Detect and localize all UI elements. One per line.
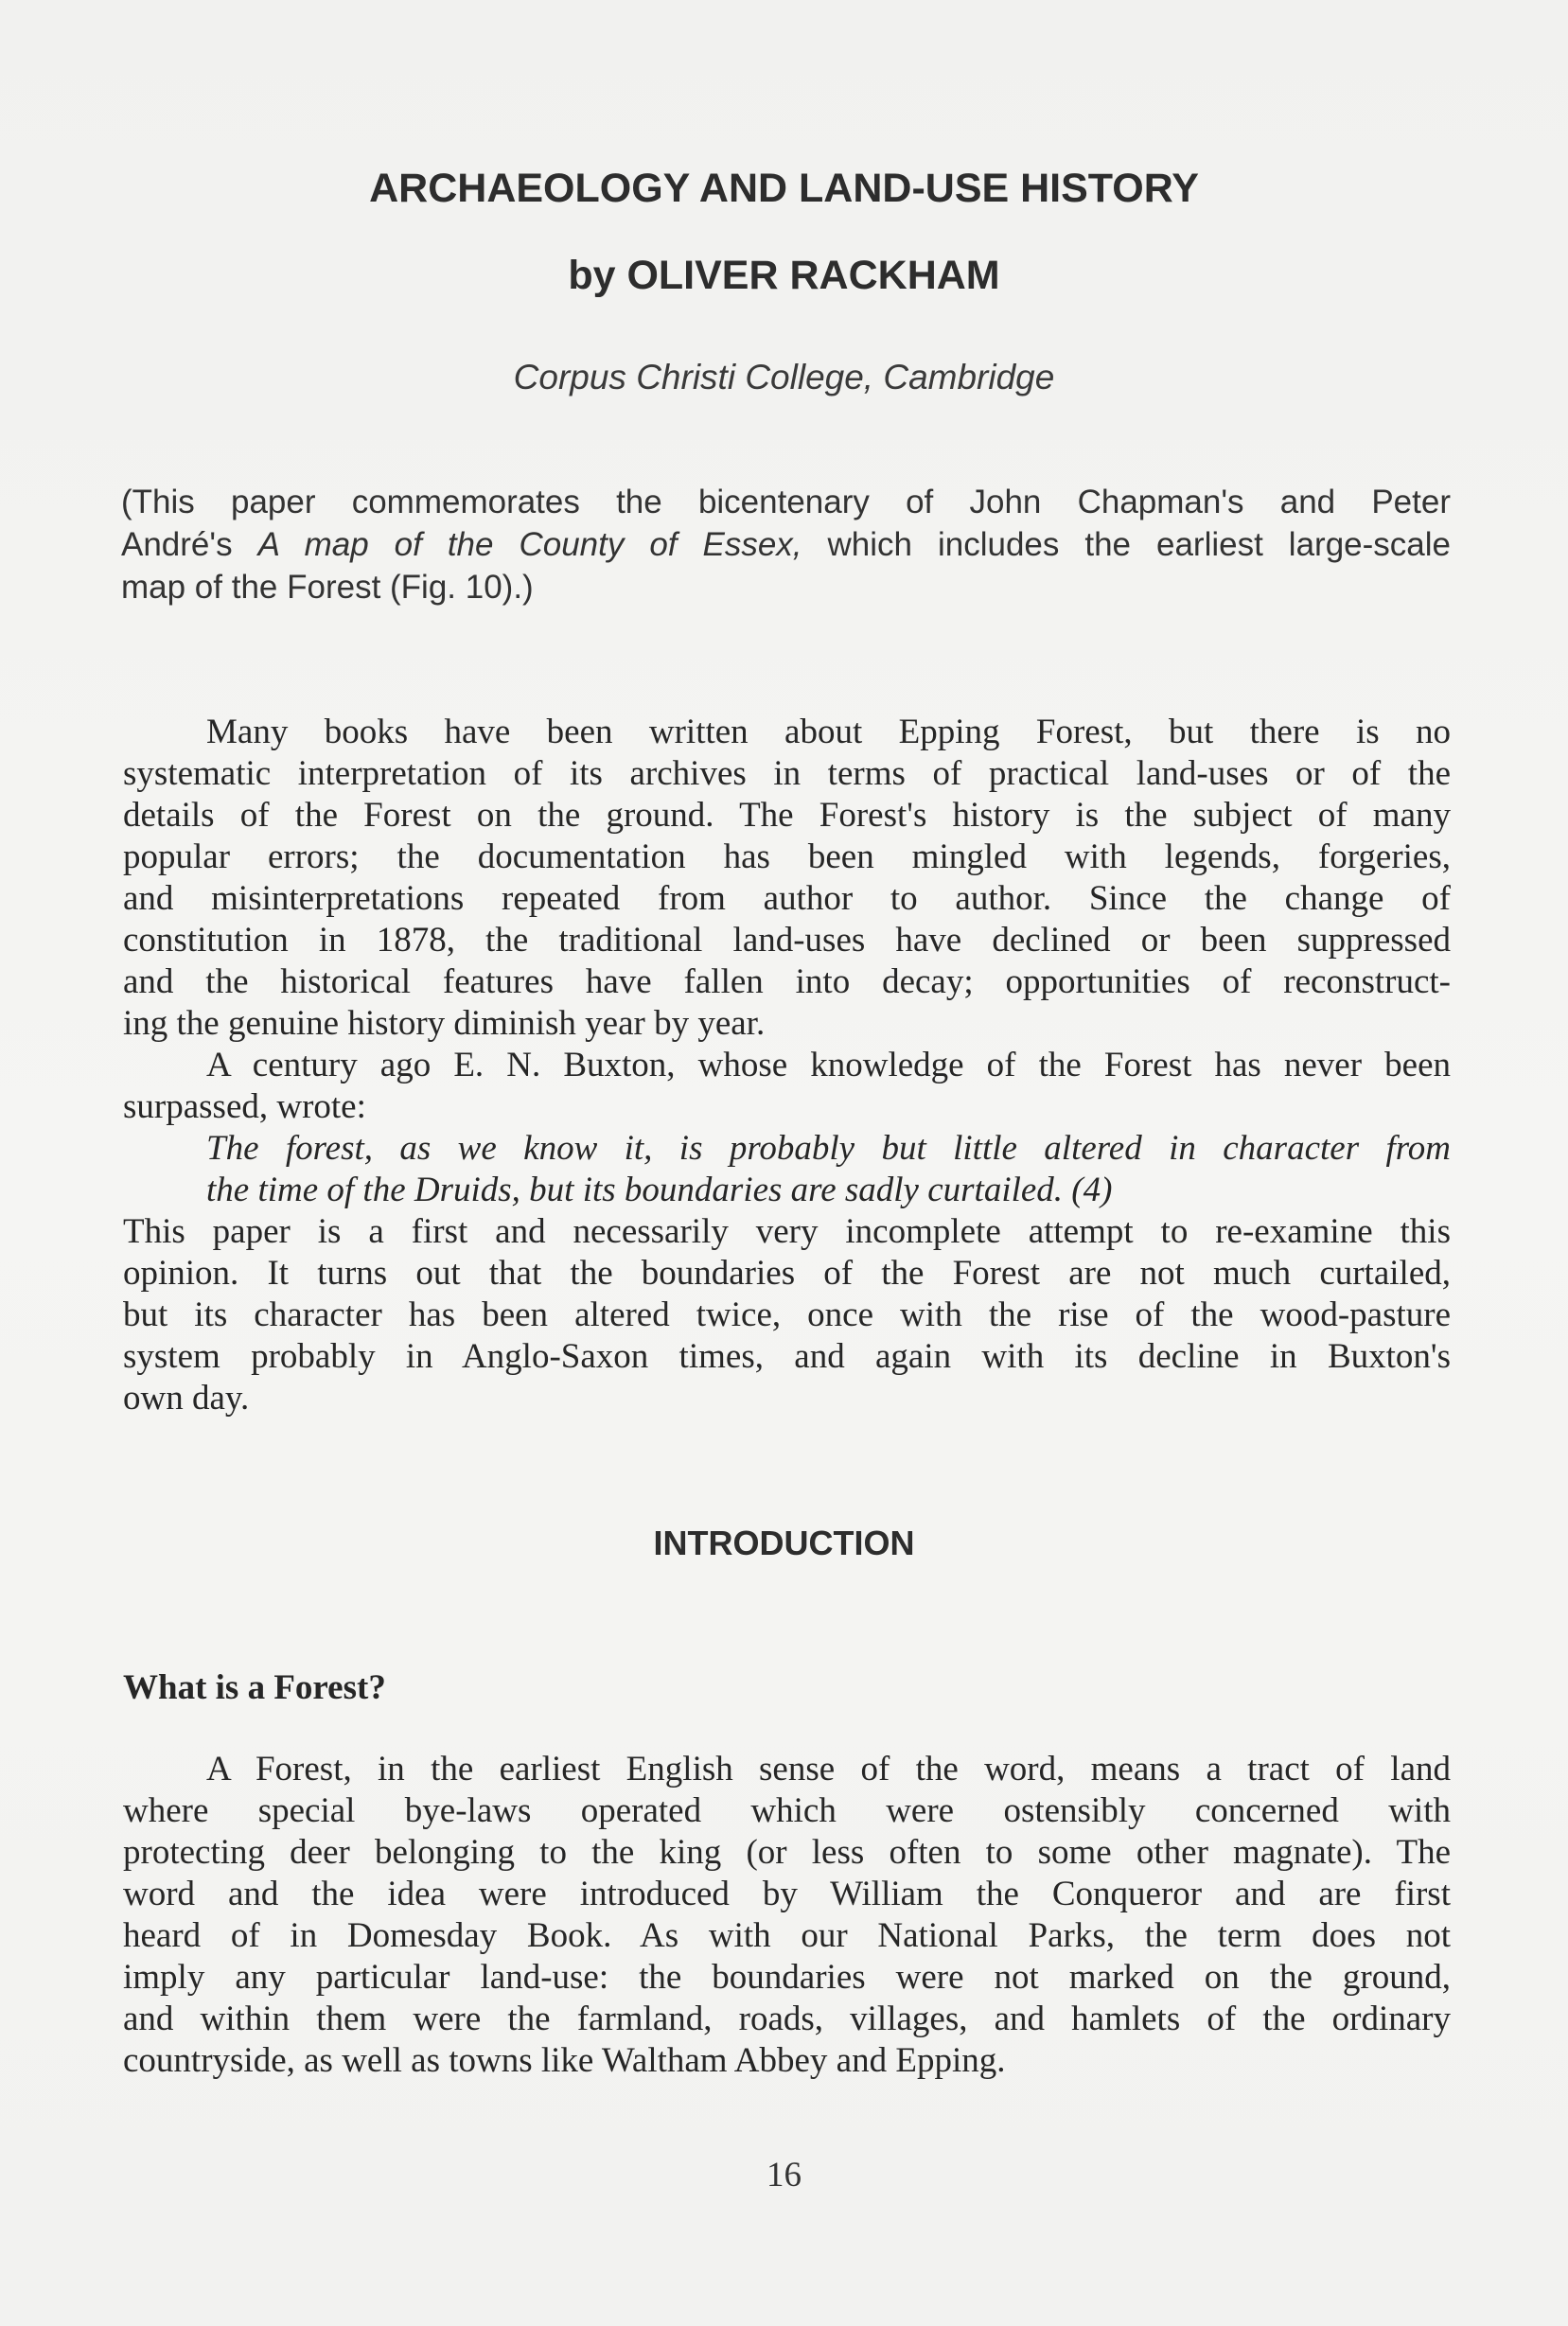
- paragraph-line: Many books have been written about Epping Forest, but there is no: [206, 713, 1451, 751]
- paragraph-line: protecting deer belonging to the king (or less often to some other magnate). The: [123, 1833, 1451, 1872]
- article-title: ARCHAEOLOGY AND LAND-USE HISTORY: [369, 166, 1199, 211]
- paragraph-line: own day.: [123, 1379, 250, 1418]
- map-title: A map of the County of Essex,: [257, 526, 802, 563]
- paragraph-line: system probably in Anglo-Saxon times, and again with its decline in Buxton's: [123, 1337, 1451, 1376]
- paragraph-line: heard of in Domesday Book. As with our National Parks, the term does not: [123, 1916, 1451, 1955]
- paragraph-line: but its character has been altered twice, once with the rise of the wood-pasture: [123, 1295, 1451, 1334]
- author-affiliation: Corpus Christi College, Cambridge: [513, 358, 1055, 396]
- paragraph-line: This paper is a first and necessarily very incomplete attempt to re-examine this: [123, 1212, 1451, 1251]
- commemoration-note: [121, 481, 1451, 608]
- paragraph-line: imply any particular land-use: the boundaries were not marked on the ground,: [123, 1958, 1451, 1997]
- paragraph-line: popular errors; the documentation has been mingled with legends, forgeries,: [123, 837, 1451, 876]
- paragraph-line: surpassed, wrote:: [123, 1087, 366, 1126]
- paragraph-line: and misinterpretations repeated from author to author. Since the change of: [123, 879, 1451, 918]
- note-text: André's: [121, 526, 258, 563]
- note-text: which includes the earliest large-scale: [802, 526, 1451, 563]
- paragraph-line: A century ago E. N. Buxton, whose knowledge of the Forest has never been: [206, 1046, 1451, 1084]
- paragraph-line: ing the genuine history diminish year by year.: [123, 1004, 766, 1043]
- paragraph-line: constitution in 1878, the traditional land-uses have declined or been suppressed: [123, 921, 1451, 960]
- paragraph-line: where special bye-laws operated which were ostensibly concerned with: [123, 1791, 1451, 1830]
- note-line: map of the Forest (Fig. 10).): [121, 569, 534, 606]
- paragraph-line: and within them were the farmland, roads, villages, and hamlets of the ordinary: [123, 2000, 1451, 2038]
- note-line: [121, 523, 1451, 566]
- article-author: by OLIVER RACKHAM: [568, 253, 1000, 298]
- section-heading: INTRODUCTION: [653, 1524, 915, 1562]
- paragraph-line: and the historical features have fallen into decay; opportunities of reconstruct-: [123, 962, 1451, 1001]
- quotation-line: the time of the Druids, but its boundaries are sadly curtailed. (4): [206, 1171, 1113, 1209]
- paragraph-line: A Forest, in the earliest English sense of the word, means a tract of land: [206, 1750, 1451, 1789]
- paragraph-line: details of the Forest on the ground. The Forest's history is the subject of many: [123, 796, 1451, 835]
- quotation-line: The forest, as we know it, is probably but little altered in character from: [206, 1129, 1451, 1168]
- paragraph-line: opinion. It turns out that the boundaries of the Forest are not much curtailed,: [123, 1254, 1451, 1293]
- paragraph-line: systematic interpretation of its archives in terms of practical land-uses or of the: [123, 754, 1451, 793]
- subsection-heading: What is a Forest?: [123, 1668, 386, 1707]
- paragraph-line: countryside, as well as towns like Waltham Abbey and Epping.: [123, 2041, 1006, 2080]
- page-number: 16: [766, 2156, 802, 2194]
- section-paragraph-1: [123, 1749, 1451, 2082]
- paragraph-line: word and the idea were introduced by William the Conqueror and are first: [123, 1875, 1451, 1913]
- note-line: (This paper commemorates the bicentenary of John Chapman's and Peter: [121, 484, 1451, 520]
- intro-paragraph-1: [123, 712, 1451, 1419]
